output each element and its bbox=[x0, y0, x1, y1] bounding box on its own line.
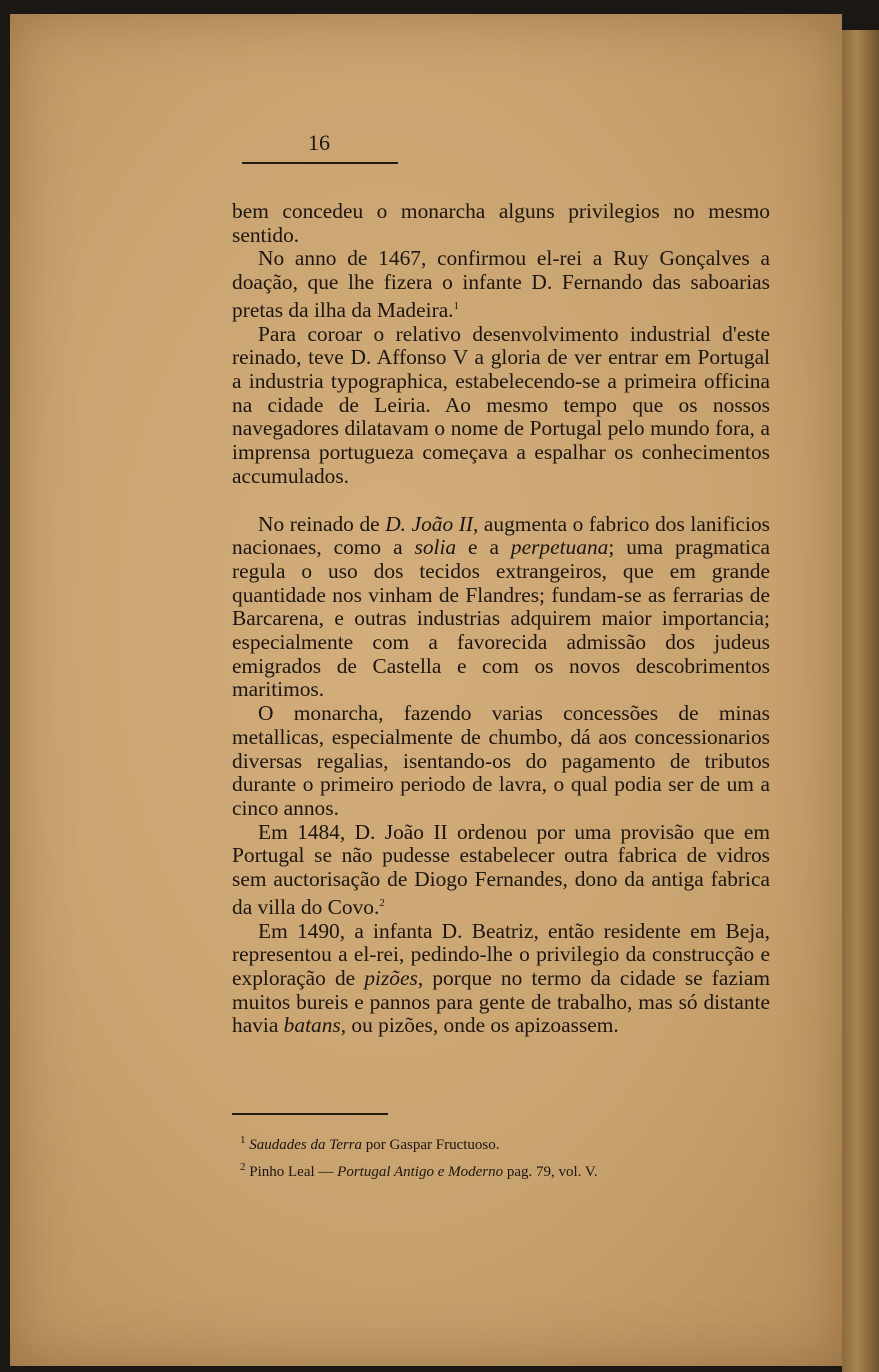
footnote-marker: 2 bbox=[240, 1161, 246, 1173]
paragraph bbox=[232, 247, 770, 322]
page-number: 16 bbox=[308, 130, 330, 155]
text-segment: Para coroar o relativo desenvolvimento industrial d'este reinado, teve D. Affonso V a gloria de ver entrar em Portugal a industria typographica, estabelecendo-se a primeira officina na cidade de Leiria. Ao mesmo tempo que os nossos navegadores dilatavam o nome de Portugal pelo mundo fora, a imprensa portugueza começava a espalhar os conhecimentos accumulados. bbox=[232, 321, 770, 488]
footnote-marker: 1 bbox=[240, 1134, 246, 1146]
paragraph bbox=[232, 200, 770, 247]
italic-text: solia bbox=[414, 535, 457, 560]
italic-text: batans bbox=[283, 1013, 341, 1038]
text-segment: , ou pizões, onde os apizoassem. bbox=[340, 1013, 619, 1038]
text-segment: pag. 79, vol. V. bbox=[503, 1164, 598, 1180]
italic-text: pizões bbox=[364, 966, 418, 991]
footnote bbox=[240, 1158, 772, 1182]
text-segment: ; uma pragmatica regula o uso dos tecidos extrangeiros, que em grande quantidade nos vinham de Flandres; fundam-se as ferrarias de Barcarena, e outras industrias adquirem maior importancia; especialmente com a favorecida admissão dos judeus emigrados de Castella e com os novos descobrimentos maritimos. bbox=[232, 535, 770, 702]
italic-text: perpetuana bbox=[510, 535, 609, 560]
footnote bbox=[240, 1131, 772, 1155]
italic-text: D. João II bbox=[385, 511, 473, 536]
paragraph bbox=[232, 821, 770, 920]
footnote-ref: 1 bbox=[453, 299, 460, 312]
text-segment: por Gaspar Fructuoso. bbox=[362, 1137, 500, 1153]
header-rule bbox=[242, 162, 398, 164]
paragraph bbox=[232, 513, 770, 703]
text-segment: Pinho Leal — bbox=[249, 1164, 338, 1180]
paragraph bbox=[232, 920, 770, 1039]
paragraph bbox=[232, 323, 770, 489]
footnote-ref: 2 bbox=[379, 896, 385, 909]
text-segment: e a bbox=[456, 535, 511, 560]
body-text bbox=[232, 200, 770, 1038]
text-segment: No anno de 1467, confirmou el-rei a Ruy Gonçalves a doação, que lhe fizera o infante D. Fernando das saboarias pretas da ilha da Madeira. bbox=[232, 246, 770, 322]
text-segment: O monarcha, fazendo varias concessões de minas metallicas, especialmente de chumbo, dá aos concessionarios diversas regalias, isentando-os do pagamento de tributos durante o primeiro periodo de lavra, o qual podia ser de um a cinco annos. bbox=[232, 701, 770, 820]
text-segment: No reinado de bbox=[258, 511, 386, 536]
text-segment: Em 1490, a infanta D. Beatriz, então residente em Beja, representou a el-rei, pedindo-lhe o privilegio da construcção e exploração de bbox=[232, 918, 770, 991]
paragraph bbox=[232, 702, 770, 821]
footnote-rule bbox=[232, 1113, 388, 1115]
text-segment: bem concedeu o monarcha alguns privilegios no mesmo sentido. bbox=[232, 199, 770, 247]
italic-text: Saudades da Terra bbox=[249, 1137, 363, 1153]
italic-text: Portugal Antigo e Moderno bbox=[337, 1164, 504, 1180]
footnotes bbox=[232, 1131, 772, 1185]
text-segment: Em 1484, D. João II ordenou por uma provisão que em Portugal se não pudesse estabelecer outra fabrica de vidros sem auctorisação de Diogo Fernandes, dono da antiga fabrica da villa do Covo. bbox=[232, 819, 770, 919]
text-segment: , porque no termo da cidade se faziam muitos bureis e pannos para gente de trabalho, mas só distante havia bbox=[232, 966, 770, 1038]
text-segment: , augmenta o fabrico dos lanificios nacionaes, como a bbox=[232, 511, 770, 560]
page-edge bbox=[842, 30, 879, 1372]
